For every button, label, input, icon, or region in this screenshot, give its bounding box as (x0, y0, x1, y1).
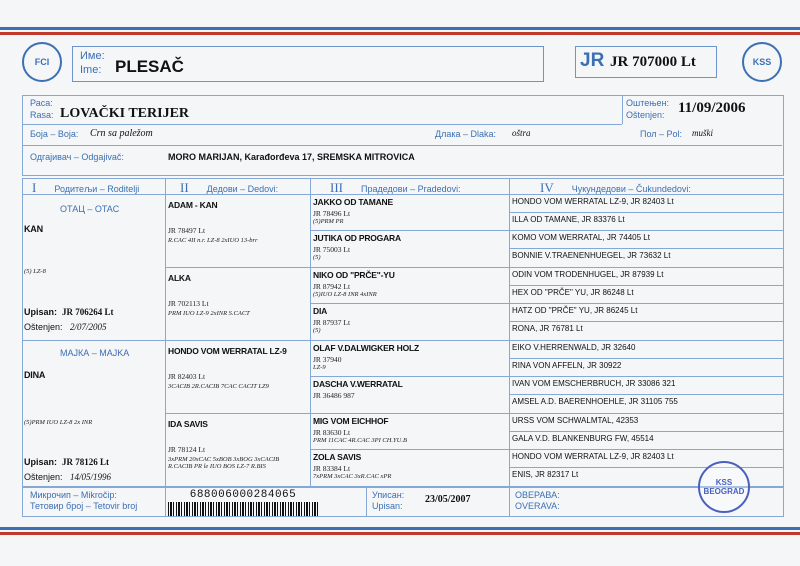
sex-value: muški (692, 128, 713, 138)
barcode (168, 489, 318, 517)
coat-value: oštra (512, 128, 531, 138)
jr-number: JR 707000 Lt (610, 54, 696, 70)
jr-prefix: JR (580, 50, 605, 71)
top-stripe-red (0, 32, 800, 35)
oshtenjen-label-cyr: Оштењен: (626, 98, 670, 108)
divider (310, 230, 784, 231)
g4-10: RINA VON AFFELN, JR 30922 (512, 361, 622, 370)
grandparent-4: IDA SAVIS JR 78124 Lt 3xPRM 20xCAC 5xBOB 3xBOG 3xCACIB R.CACIB PR le IUO BOS LZ-7 R.BIS (168, 419, 280, 470)
great-grandparent-6: DASCHA V.WERRATAL JR 36486 987 (313, 379, 403, 400)
mother-born: Oštenjen: 14/05/1996 (24, 472, 112, 482)
father-upisan: Upisan: JR 706264 Lt (24, 307, 114, 317)
great-grandparent-1: JAKKO OD TAMANE JR 78496 Lt (5)PRM PR (313, 197, 393, 225)
bottom-stripe-blue (0, 527, 800, 530)
divider (165, 487, 166, 517)
divider (509, 487, 510, 517)
g4-14: GALA V.D. BLANKENBURG FW, 45514 (512, 434, 654, 443)
great-grandparent-3: NIKO OD "PRČE"-YU JR 87942 Lt (5)IUO LZ-8 INR 4xINR (313, 270, 395, 298)
odgajivac-label: Одгајивач – Odgajivač: (30, 152, 124, 162)
mother-label: МАЈКА – MAJKA (60, 348, 130, 358)
g4-16: ENIS, JR 82317 Lt (512, 470, 579, 479)
divider (366, 487, 367, 517)
mother-titles: (5)PRM IUO LZ-8 2x INR (24, 419, 93, 426)
g4-8: RONA, JR 76781 Lt (512, 324, 583, 333)
divider (165, 413, 784, 414)
g4-11: IVAN VOM EMSCHERBRUCH, JR 33086 321 (512, 379, 676, 388)
rasa-label-cyr: Раса: (30, 98, 53, 108)
upisan-date: 23/05/2007 (425, 494, 471, 505)
overava-label-lat: OVERAVA: (515, 501, 560, 511)
ime-label-lat: Ime: (80, 64, 102, 76)
g4-13: URSS VOM SCHWALMTAL, 42353 (512, 416, 639, 425)
dlaka-label: Длака – Dlaka: (435, 129, 497, 139)
upisan-label-lat: Upisan: (372, 501, 403, 511)
col-header-3: III Прадедови – Pradedovi: (330, 180, 461, 195)
divider (509, 431, 784, 432)
kss-logo: KSS (742, 42, 782, 82)
divider (310, 303, 784, 304)
father-label: ОТАЦ – OTAC (60, 204, 120, 214)
divider (310, 376, 784, 377)
great-grandparent-8: ZOLA SAVIS JR 83384 Lt 7xPRM 3xCAC 3xR.CAC xPR (313, 452, 392, 480)
mother-name: DINA (24, 370, 46, 380)
g4-3: KOMO VOM WERRATAL, JR 74405 Lt (512, 233, 650, 242)
col-header-2: II Дедови – Dedovi: (180, 180, 279, 195)
mikrocip-label: Микрочип – Mikročip: (30, 490, 117, 500)
divider (165, 267, 784, 268)
boja-label: Боја – Boja: (30, 129, 79, 139)
father-name: KAN (24, 224, 43, 234)
overava-label-cyr: ОВЕРАВА: (515, 490, 560, 500)
great-grandparent-2: JUTIKA OD PROGARA JR 75003 Lt (5) (313, 233, 401, 261)
divider (22, 145, 782, 146)
g4-2: ILLA OD TAMANE, JR 83376 Lt (512, 215, 625, 224)
divider (509, 321, 784, 322)
divider (165, 178, 166, 487)
divider (310, 449, 784, 450)
bottom-stripe-red (0, 532, 800, 535)
breed: LOVAČKI TERIJER (60, 106, 190, 121)
tetovir-label: Тетовир број – Tetovir broj (30, 501, 138, 511)
grandparent-3: HONDO VOM WERRATAL LZ-9 JR 82403 Lt 3CACIB 2R.CACIB 7CAC CACIT LZ9 (168, 346, 287, 390)
great-grandparent-7: MIG VOM EICHHOF JR 83630 Lt PRM 11CAC 4R.CAC 3PI CH.YU.B (313, 416, 407, 444)
divider (310, 178, 311, 487)
divider (509, 467, 784, 468)
barcode-bars (168, 502, 318, 516)
great-grandparent-4: DIA JR 87937 Lt (5) (313, 306, 351, 334)
col-header-1: I Родитељи – Roditelji (32, 180, 140, 195)
rasa-label-lat: Rasa: (30, 110, 54, 120)
divider (509, 212, 784, 213)
g4-7: HATZ OD "PRČE" YU, JR 86245 Lt (512, 306, 638, 315)
ime-label-cyr: Име: (80, 50, 105, 62)
g4-5: ODIN VOM TRODENHUGEL, JR 87939 Lt (512, 270, 664, 279)
dog-name: PLESAČ (115, 57, 184, 76)
mother-upisan: Upisan: JR 78126 Lt (24, 457, 110, 467)
g4-4: BONNIE V.TRAENENHUEGEL, JR 73632 Lt (512, 251, 671, 260)
g4-9: EIKO V.HERRENWALD, JR 32640 (512, 343, 636, 352)
breeder: MORO MARIJAN, Karađorđeva 17, SREMSKA MITROVICA (168, 152, 415, 162)
grandparent-2: ALKA JR 702113 Lt PRM IUO LZ-9 2xINR S.CACT (168, 273, 250, 317)
top-stripe-blue (0, 27, 800, 30)
divider (22, 124, 622, 125)
g4-12: AMSEL A.D. BAERENHOEHLE, JR 31105 755 (512, 397, 678, 406)
oshtenjen-label-lat: Oštenjen: (626, 110, 665, 120)
color-value: Crn sa paležom (90, 128, 153, 139)
divider (22, 340, 784, 341)
divider (622, 95, 623, 124)
father-titles: (5) LZ-8 (24, 268, 46, 275)
birth-date: 11/09/2006 (678, 100, 746, 116)
upisan-label-cyr: Уписан: (372, 490, 405, 500)
divider (509, 248, 784, 249)
great-grandparent-5: OLAF V.DALWIGKER HOLZ JR 37940 LZ-9 (313, 343, 419, 371)
g4-15: HONDO VOM WERRATAL LZ-9, JR 82403 Lt (512, 452, 674, 461)
barcode-number: 688006000284065 (189, 489, 297, 501)
kss-stamp: KSS BEOGRAD (698, 461, 750, 513)
grandparent-1: ADAM - KAN JR 78497 Lt R.CAC 4II n.r. LZ-8 2xIUO 13-brr (168, 200, 258, 244)
fci-logo: FCI (22, 42, 62, 82)
g4-6: HEX OD "PRČE" YU, JR 86248 Lt (512, 288, 634, 297)
father-born: Oštenjen: 2/07/2005 (24, 322, 107, 332)
g4-1: HONDO VOM WERRATAL LZ-9, JR 82403 Lt (512, 197, 674, 206)
divider (509, 285, 784, 286)
divider (509, 394, 784, 395)
divider (509, 358, 784, 359)
col-header-4: IV Чукундедови – Čukundedovi: (540, 180, 691, 195)
divider (509, 178, 510, 487)
pol-label: Пол – Pol: (640, 129, 683, 139)
